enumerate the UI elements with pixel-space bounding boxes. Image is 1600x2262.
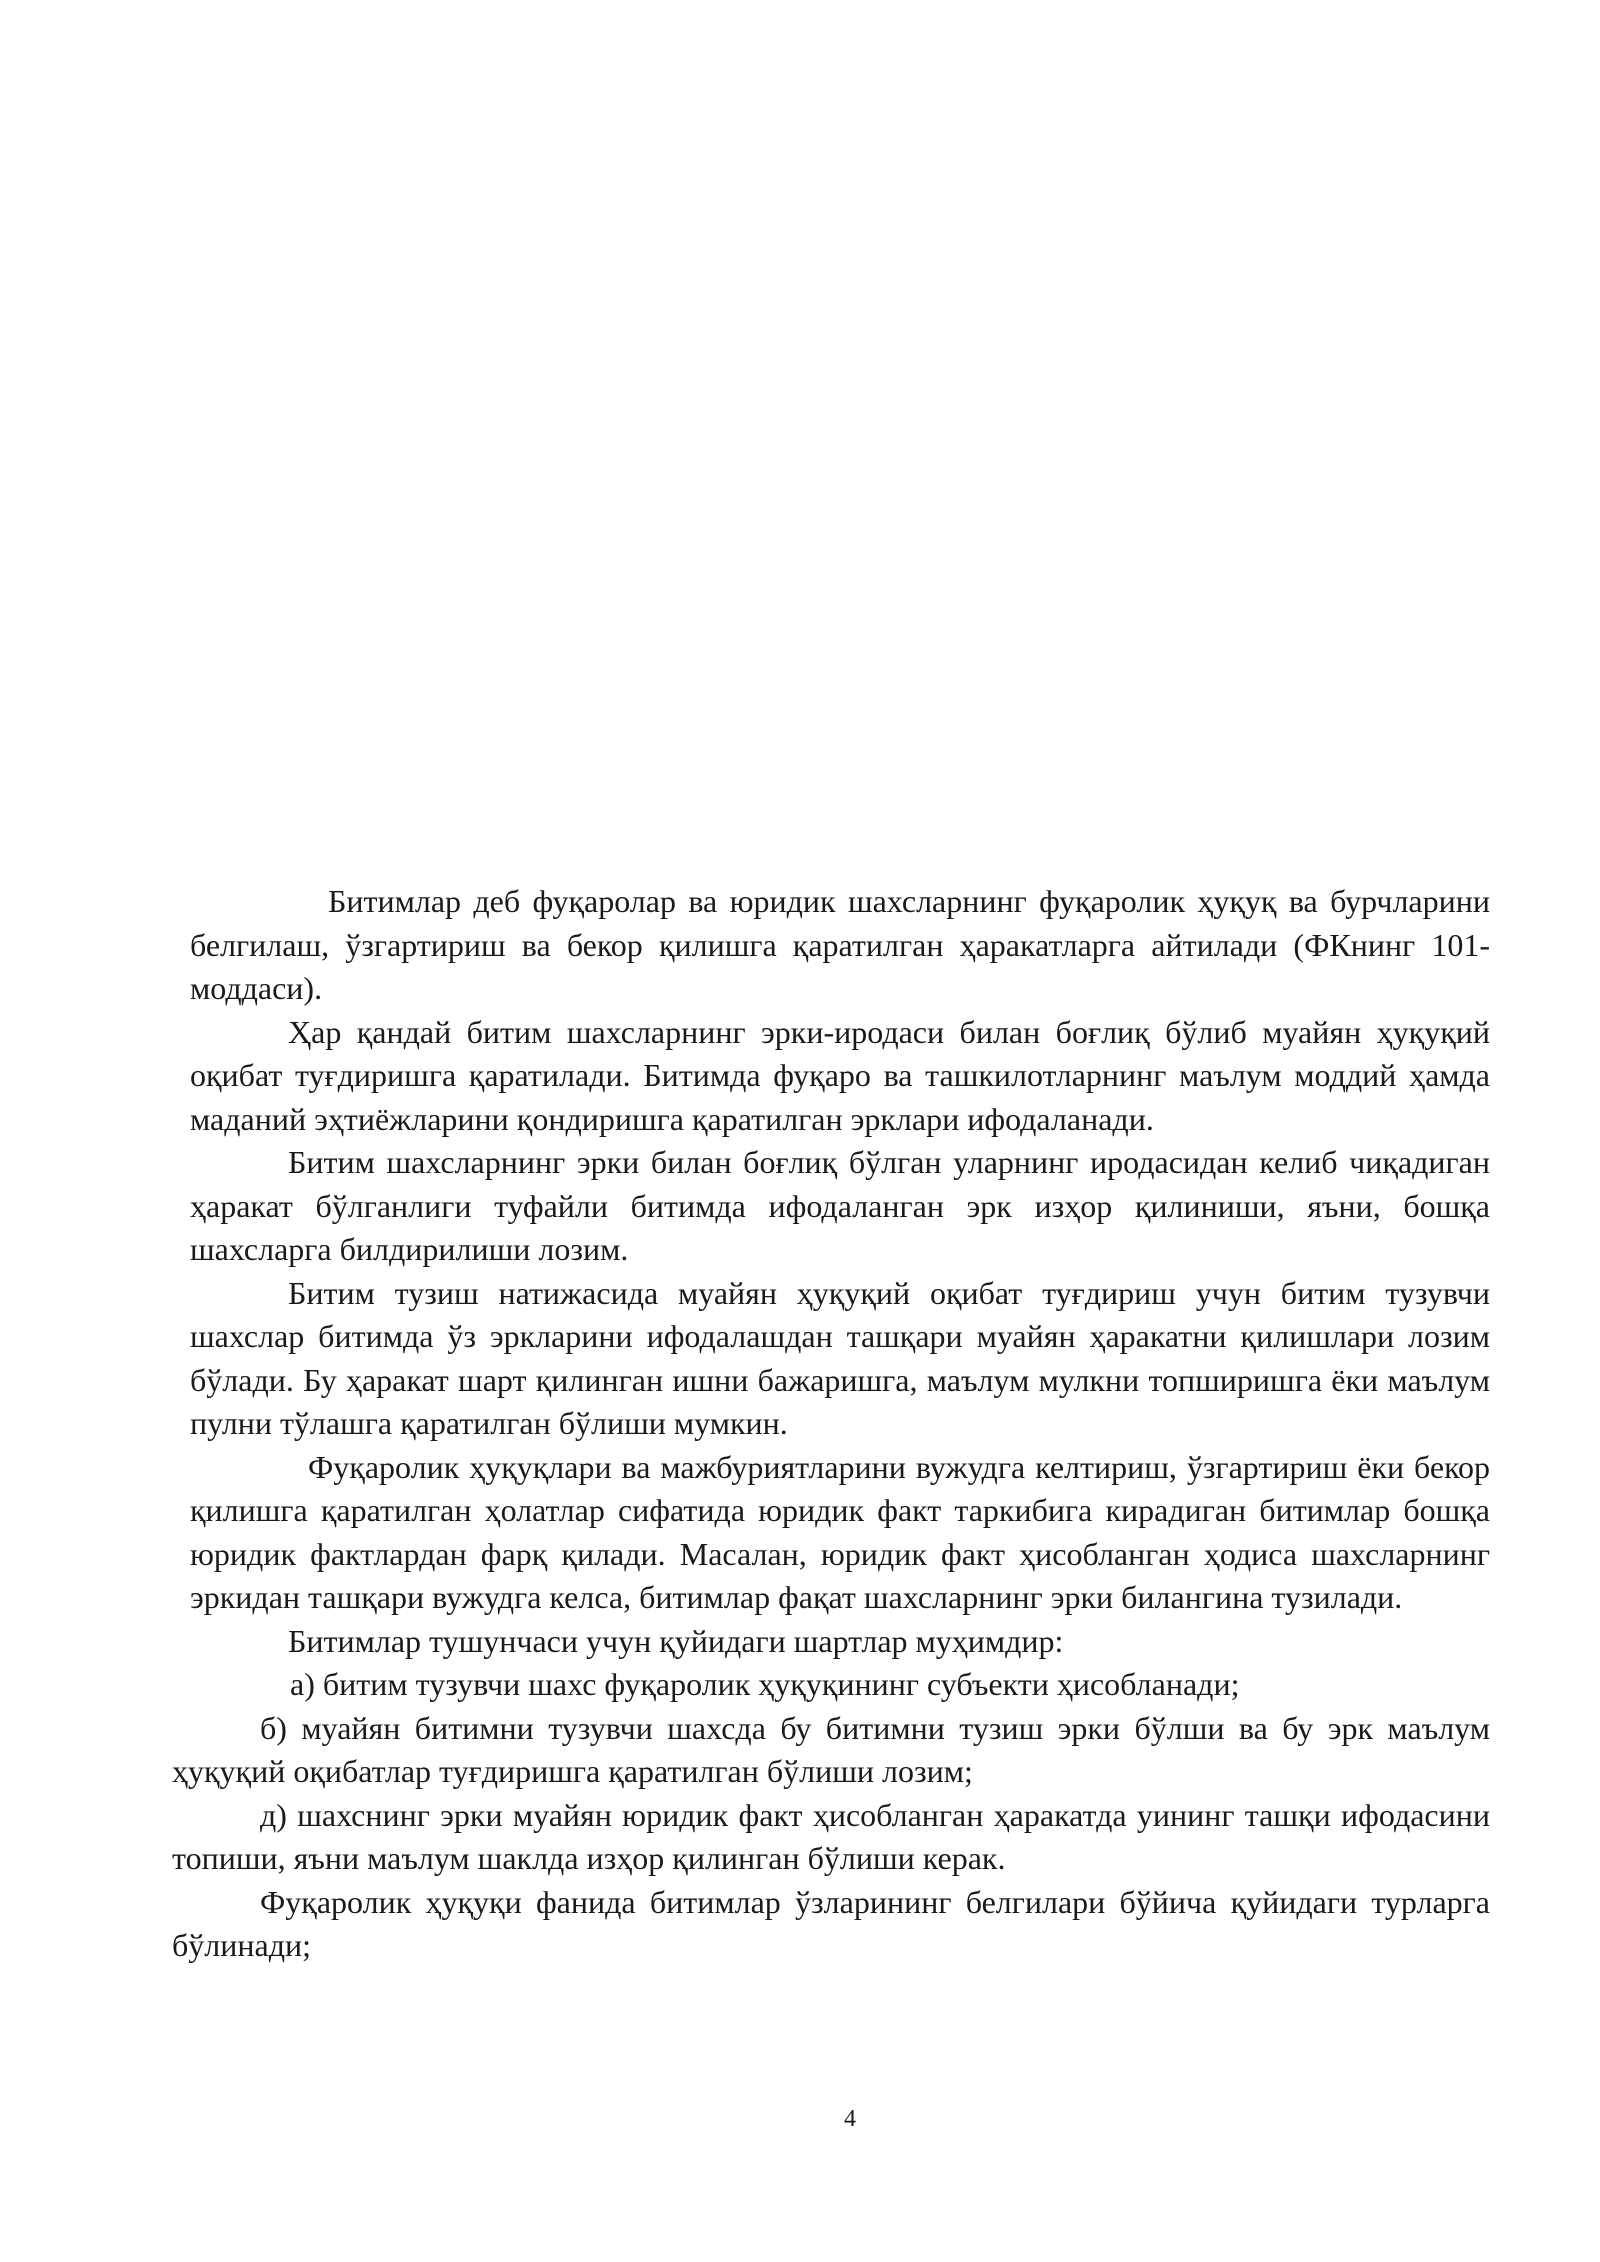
paragraph-will: Ҳар қандай битим шахсларнинг эрки-иродаси билан боғлиқ бўлиб муайян ҳуқуқий оқибат туғдиришга қаратилади. Битимда фуқаро ва ташкилотларнинг маълум моддий ҳамда маданий эҳтиёжларини қондиришга қаратилган эрклари ифодаланади. [190,1013,1490,1137]
list-item-d: д) шахснинг эрки муайян юридик факт ҳисобланган ҳаракатда уининг ташқи ифодасини топиши, яъни маълум шаклда изҳор қилинган бўлиши керак. [172,1796,1490,1876]
paragraph-legal-fact: Фуқаролик ҳуқуқлари ва мажбуриятларини вужудга келтириш, ўзгартириш ёки бекор қилишга қаратилган ҳолатлар сифатида юридик факт таркибига кирадиган битимлар бошқа юридик фактлардан фарқ қилади. Масалан, юридик факт ҳисобланган ҳодиса шахсларнинг эркидан ташқари вужудга келса, битимлар фақат шахсларнинг эрки билангина тузилади. [190,1448,1490,1615]
paragraph-types-intro: Фуқаролик ҳуқуқи фанида битимлар ўзларининг белгилари бўйича қуйидаги турларга бўлинади; [172,1883,1490,1963]
list-item-a: а) битим тузувчи шахс фуқаролик ҳуқуқининг субъекти ҳисобланади; [290,1666,1240,1702]
paragraph-expression: Битим шахсларнинг эрки билан боғлиқ бўлган уларнинг иродасидан келиб чиқадиган ҳаракат бўлганлиги туфайли битимда ифодаланган эрк изҳор қилиниши, яъни, бошқа шахсларга билдирилиши лозим. [190,1144,1490,1267]
page-number: 4 [844,2106,856,2132]
list-item-b: б) муайян битимни тузувчи шахсда бу битимни тузиш эрки бўлши ва бу эрк маълум ҳуқуқий оқибатлар туғдиришга қаратилган бўлиши лозим; [172,1709,1490,1789]
paragraph-definition: Битимлар деб фуқаролар ва юридик шахсларнинг фуқаролик ҳуқуқ ва бурчларини белгилаш, ўзгартириш ва бекор қилишга қаратилган ҳаракатларга айтилади (ФКнинг 101-моддаси). [190,883,1490,1006]
paragraph-conditions-intro: Битимлар тушунчаси учун қуйидаги шартлар муҳимдир: [288,1622,1064,1659]
body-text [172,880,1490,1968]
paragraph-action: Битим тузиш натижасида муайян ҳуқуқий оқибат туғдириш учун битим тузувчи шахслар битимда ўз эркларини ифодалашдан ташқари муайян ҳаракатни қилишлари лозим бўлади. Бу ҳаракат шарт қилинган ишни бажаришга, маълум мулкни топширишга ёки маълум пулни тўлашга қаратилган бўлиши мумкин. [190,1274,1490,1441]
